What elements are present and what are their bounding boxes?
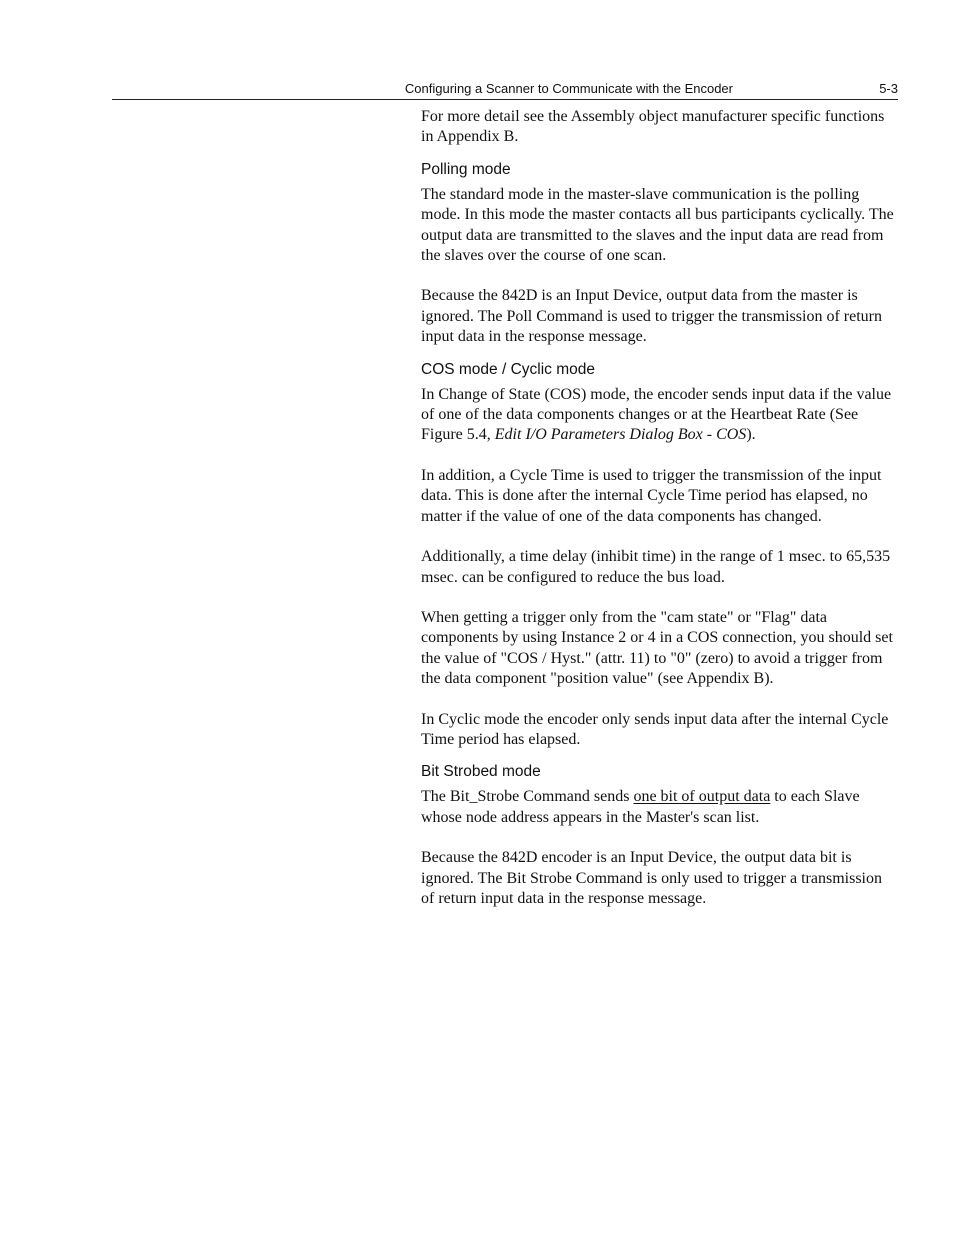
cos-paragraph-1-end: ). xyxy=(746,426,756,444)
cos-paragraph-1-text: In Change of State (COS) mode, the encoder sends input data if the value of one of the data components changes or at the Heartbeat Rate (See Figure 5.4, xyxy=(421,385,892,444)
header-title: Configuring a Scanner to Communicate with the Encoder xyxy=(404,81,733,96)
cos-paragraph-5: In Cyclic mode the encoder only sends input data after the internal Cycle Time period has elapsed. xyxy=(421,710,889,748)
bit-strobed-paragraph-1-text: The Bit_Strobe Command sends xyxy=(421,788,634,806)
bit-strobed-paragraph-2: Because the 842D encoder is an Input Device, the output data bit is ignored. The Bit Strobe Command is only used to trigger a transmission of return input data in the response message. xyxy=(421,849,882,907)
page-header xyxy=(112,79,898,100)
polling-paragraph-2: Because the 842D is an Input Device, output data from the master is ignored. The Poll Command is used to trigger the transmission of return input data in the response message. xyxy=(421,287,882,346)
polling-mode-heading: Polling mode xyxy=(421,160,511,178)
page-body xyxy=(421,107,899,929)
underlined-phrase: one bit of output data xyxy=(633,788,771,806)
bit-strobed-paragraph-1-end: to each Slave whose node address appears in the Master's scan list. xyxy=(421,788,860,826)
cos-paragraph-3: Additionally, a time delay (inhibit time) in the range of 1 msec. to 65,535 msec. can be configured to reduce the bus load. xyxy=(421,548,891,586)
bit-strobed-paragraph-1 xyxy=(421,787,899,828)
page-number: 5-3 xyxy=(879,81,898,96)
cos-mode-heading: COS mode / Cyclic mode xyxy=(421,360,595,378)
figure-reference: Edit I/O Parameters Dialog Box - COS xyxy=(494,426,747,444)
polling-paragraph-1: The standard mode in the master-slave communication is the polling mode. In this mode the master contacts all bus participants cyclically. The output data are transmitted to the slaves and the input data are read from the slaves over the course of one scan. xyxy=(421,185,894,265)
bit-strobed-mode-heading: Bit Strobed mode xyxy=(421,763,541,781)
cos-paragraph-1 xyxy=(421,385,899,446)
cos-paragraph-4: When getting a trigger only from the "cam state" or "Flag" data components by using Instance 2 or 4 in a COS connection, you should set the value of "COS / Hyst." (attr. 11) to "0" (zero) to avoid a trigger from the data component "position value" (see Appendix B). xyxy=(421,608,893,688)
cos-paragraph-2: In addition, a Cycle Time is used to trigger the transmission of the input data. This is done after the internal Cycle Time period has elapsed, no matter if the value of one of the data components has changed. xyxy=(421,466,882,525)
intro-paragraph: For more detail see the Assembly object manufacturer specific functions in Appendix B. xyxy=(421,108,885,146)
